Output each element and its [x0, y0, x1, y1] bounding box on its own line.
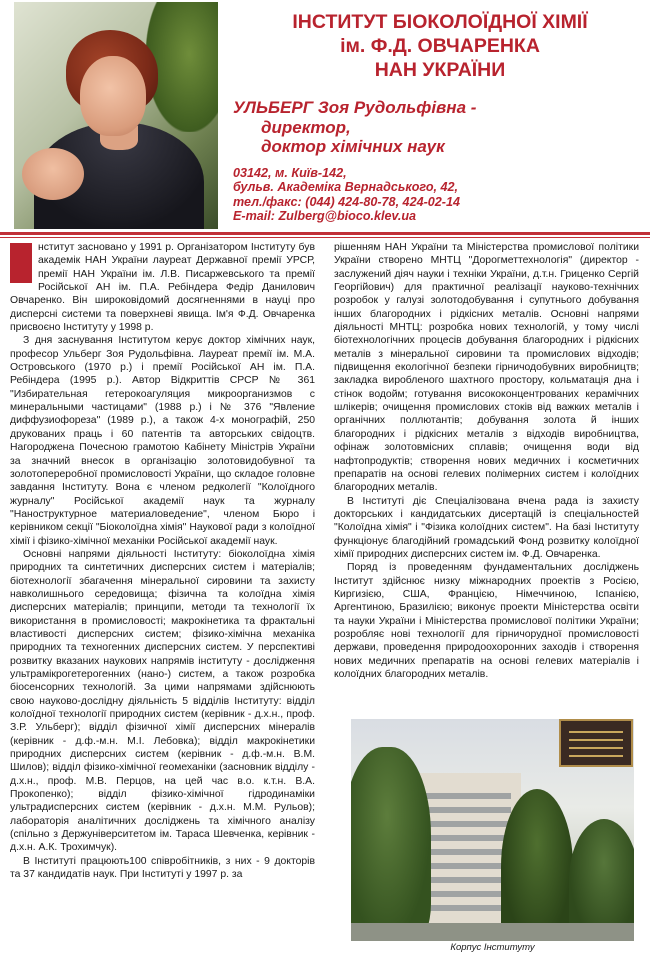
paragraph: В Інституті діє Спеціалізована вчена рада із захисту докторських і кандидатських дисертацій із спеціальностей "Колоїдна хімія" і "Фізика колоїдних систем". На базі Інституту функціонує благодійний громадський Фонд розвитку колоїдної хімії природних дисперсних систем ім. Ф.Д. Овчаренка. — [334, 495, 639, 560]
phone-line: тел./факс: (044) 424-80-78, 424-02-14 — [233, 194, 460, 209]
title-line: ім. Ф.Д. ОВЧАРЕНКА — [340, 35, 540, 57]
paragraph: В Інституті працюють100 співробітників, з них - 9 докторів та 37 кандидатів наук. При Інституті у 1997 р. за — [10, 855, 315, 881]
photo-caption: Корпус Інституту — [450, 942, 535, 953]
institute-building-photo — [351, 719, 634, 941]
institute-title — [240, 10, 640, 82]
paragraph-text: нститут засновано у 1991 р. Організатором Інституту був академік НАН України лауреат Державної премії УРСР, премії НАН України ім. Л.В. Писаржевського та премії Російської АН ім. П.А. Ребіндера Федір Данилович Овчаренко. Він широковідомий досягненнями в науці про дисперсні системи та поверхневі явища. Ім'я Ф.Д. Овчаренка присвоєно Інституту у 1998 р. — [10, 242, 315, 334]
director-name: УЛЬБЕРГ Зоя Рудольфівна - — [233, 98, 477, 117]
paragraph: З дня заснування Інститутом керує доктор хімічних наук, професор Ульберг Зоя Рудольфівна. Лауреат премії ім. М.А. Островського (1970 р.) і премії Російської АН ім. П.А. Ребіндера (1995 р.). Автор Відкриттів СРСР № 361 "Избирательная гетерокоагуляция микроорганизмов с минеральными частицами" (1988 р.) і № 376 "Явление диффузиофореза" (1989 р.), а також 4-х монографій, 250 друкованих праць і 60 патентів та авторських свідоцтв. Нагороджена Почесною грамотою Кабінету Міністрів України за значний внесок в організацію золотовидобувної та золотопереробної промисловості України, що складое головне завдання Інституту. Вона є членом редколегії "Колоїдного журналу" Російської академії наук та журналу "Наноструктурное материаловедение", членом Бюро і керівником секції "Біоколоїдна хімія" Наукової ради з колоїдної хімії і фізико-хімічної механіки Російської академії наук. — [10, 335, 315, 547]
address-line: бульв. Академіка Вернадського, 42, — [233, 180, 459, 195]
building-windows — [421, 785, 511, 915]
right-text-column — [334, 241, 639, 681]
road — [351, 923, 634, 941]
tree — [351, 747, 431, 941]
tree — [501, 789, 573, 941]
drop-cap-i — [10, 243, 32, 283]
paragraph: Поряд із проведенням фундаментальних досліджень Інститут здійснює низку міжнародних проектів з Росією, Киргизією, США, Францією, Німеччиною, Іспанією, Аргентиною, Бразилією; виконує проекти Міністерства освіти та науки України і Міністерства промислової політики України; розробляє нові технології для гірничорудної промисловості держави, проведення природоохоронних заходів і створення нових медичних препаратів на основі гелевих матеріалів і колоїдних благородних металів. — [334, 562, 639, 680]
portrait-hand — [22, 148, 84, 200]
title-line: ІНСТИТУТ БІОКОЛОЇДНОЇ ХІМІЇ — [292, 11, 588, 33]
header-divider-thin — [0, 237, 650, 238]
left-text-column — [10, 241, 315, 882]
director-info — [233, 98, 643, 157]
email-line[interactable]: E-mail: Zulberg@bioco.klev.ua — [233, 208, 417, 223]
paragraph — [10, 241, 315, 334]
paragraph: Основні напрями діяльності Інституту: біоколоїдна хімія природних та синтетичних дисперсних систем і матеріалів; біотехнології збагачення мінеральної сировини та захисту навколишнього середовища; фізична та колоїдна хімія дисперсних матеріалів; принципи, методи та технології їх використання в промисловості; макрокінетика та фрактальні властивості дисперсних систем; фізико-хімічна механіка природних та техногенних дисперсних систем. У перспективі розвитку вказаних наукових напрямів інституту - дослідження ультрамікрогетерогенних (нано-) систем, а також розробка біосенсорних технологій. За цими напрямами здійснюють свою науково-дослідну діяльність 5 відділів Інституту: відділ колоїдної технології природних систем (керівник - д.х.н., проф. З.Р. Ульберг); відділ фізичної хімії дисперсних мінералів (керівник - д.ф.-м.н. М.І. Лебовка); відділ макрокінетики природних дисперсних систем (керівник - д.ф.-м.н. В.М. Шилов); відділ фізико-хімічної геомеханіки (засновник відділу - д.х.н., проф. М.В. Перцов, на цей час в.о. к.т.н. В.А. Прокопенко); відділ фізико-хімічної гідродинаміки ультрадисперсних систем (керівник - д.х.н. М.М. Рульов); лабораторія аналітичних досліджень та хімічного аналізу (спільно з Держуніверситетом ім. Тараса Шевченка, керівник - д.х.н. А.К. Трохимчук). — [10, 548, 315, 854]
contact-address — [233, 166, 643, 223]
director-portrait — [14, 2, 218, 229]
institute-plaque — [559, 719, 633, 767]
paragraph: рішенням НАН України та Міністерства промислової політики України створено МНТЦ "Дорогметтехнологія" (директор - заслужений діяч науки і техніки України, д.т.н. Гриценко Сергій Георгійович) для практичної реалізації науково-технічних розробок у галузі золотодобування і супутнього добування інших благородних і рідкісних металів. Основні напрями діяльності МНТЦ: розробка нових технологій, у тому числі біотехнологічних процесів добування благородних і рідкісних металів з мінеральної сировини та промислових відходів; підвищення екологічної безпеки гірничодобувних виробництв; закладка виробленого шахтного простору, кольматація дна і стінок водойм; готування висококонцентрованих керамічних шлікерів; очищення промислових стоків від важких металів і органічних поллютантів; добування золота й інших благородних і рідкісних металів з відходів виробництва, офінаж золотовмісних сплавів; очищення води від нафтопродуктів; створення нових медичних і косметичних препаратів на основі гелевих полімерних систем і колоїдних благородних металів. — [334, 242, 639, 494]
address-line: 03142, м. Київ-142, — [233, 166, 347, 180]
portrait-face — [80, 56, 146, 136]
title-line: НАН УКРАЇНИ — [374, 59, 506, 81]
director-position: директор, — [261, 117, 351, 137]
header-divider — [0, 232, 650, 235]
director-degree: доктор хімічних наук — [261, 137, 445, 156]
